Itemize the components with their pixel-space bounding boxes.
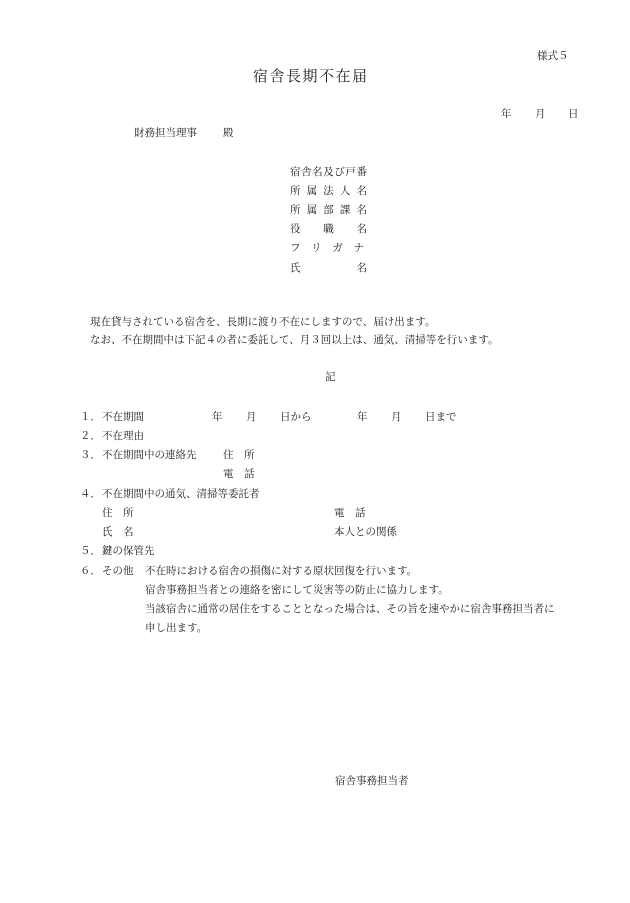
field-dormitory-name: 宿 舎 名 及 び 戸 番	[290, 166, 367, 178]
item-2-label: 不在理由	[102, 430, 144, 442]
date-month-label: 月	[535, 108, 546, 120]
item-4-phone-label: 電 話	[334, 507, 366, 519]
item-4-name-label: 氏 名	[102, 526, 134, 538]
item-2: ２．不在理由	[80, 430, 144, 442]
item-3-address-label: 住 所	[223, 449, 255, 461]
date-year-label: 年	[501, 108, 512, 120]
honorific: 殿	[223, 127, 234, 139]
item-1: １．不在期間	[80, 411, 144, 423]
item-3-label: 不在期間中の連絡先	[102, 449, 197, 461]
body-line-2: なお、不在期間中は下記４の者に委託して、月３回以上は、通気、清掃等を行います。	[90, 334, 499, 346]
to-year-label: 年	[357, 411, 368, 423]
date-day-label: 日	[568, 108, 579, 120]
field-furigana: フ リ ガ ナ	[290, 242, 364, 254]
dormitory-officer-label: 宿舎事務担当者	[335, 775, 409, 787]
document-title: 宿舎長期不在届	[253, 67, 369, 85]
item-6-line-1: 不在時における宿舎の損傷に対する原状回復を行います。	[145, 565, 418, 577]
item-4-address-label: 住 所	[102, 507, 134, 519]
item-5: ５．鍵の保管先	[80, 545, 155, 557]
item-4-label: 不在期間中の通気、清掃等委託者	[102, 488, 260, 500]
from-year-label: 年	[212, 411, 223, 423]
field-position: 役 職 名	[290, 223, 367, 235]
field-corporation-name: 所 属 法 人 名	[290, 185, 367, 197]
field-department-name: 所 属 部 課 名	[290, 204, 367, 216]
item-4: ４．不在期間中の通気、清掃等委託者	[80, 488, 260, 500]
from-day-label: 日から	[280, 411, 312, 423]
item-6-line-2: 宿舎事務担当者との連絡を密にして災害等の防止に協力します。	[145, 584, 449, 596]
item-6-line-4: 申し出ます。	[145, 622, 208, 634]
to-day-label: 日まで	[425, 411, 457, 423]
item-6-label: その他	[102, 565, 134, 577]
item-6-line-3: 当該宿舎に通常の居住をすることとなった場合は、その旨を速やかに宿舎事務担当者に	[145, 603, 555, 615]
form-number: 様式５	[537, 50, 569, 62]
from-month-label: 月	[246, 411, 257, 423]
item-3: ３．不在期間中の連絡先	[80, 449, 197, 461]
item-1-label: 不在期間	[102, 411, 144, 423]
item-6: ６．その他	[80, 565, 134, 577]
field-name: 氏 名	[290, 262, 367, 274]
to-month-label: 月	[391, 411, 402, 423]
item-4-relation-label: 本人との関係	[334, 526, 397, 538]
body-line-1: 現在貸与されている宿舎を、長期に渡り不在にしますので、届け出ます。	[90, 316, 436, 328]
item-5-label: 鍵の保管先	[102, 545, 155, 557]
addressee: 財務担当理事	[134, 127, 197, 139]
ki-heading: 記	[325, 371, 336, 383]
item-3-phone-label: 電 話	[223, 468, 255, 480]
